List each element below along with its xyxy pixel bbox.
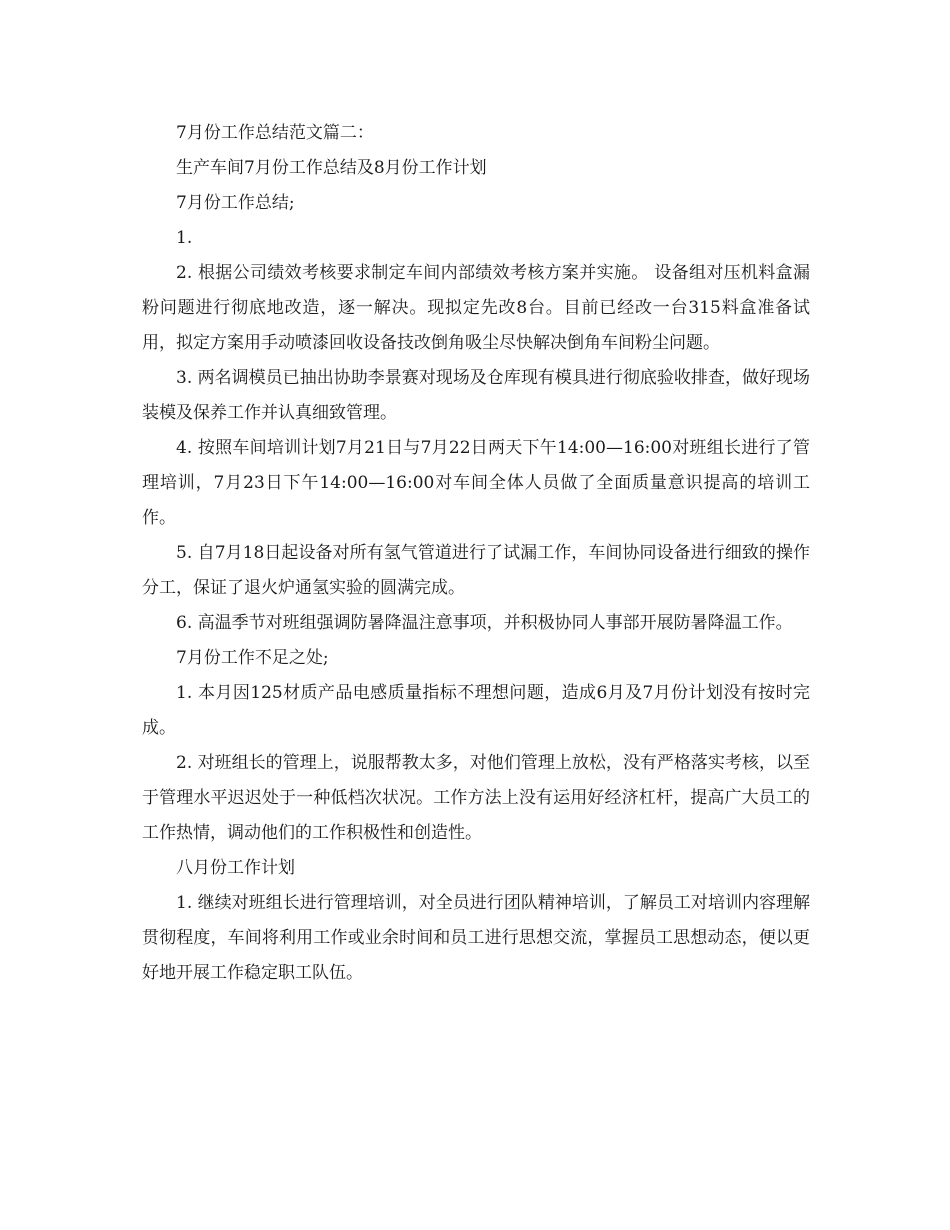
summary-item-3: 3. 两名调模员已抽出协助李景赛对现场及仓库现有模具进行彻底验收排查，做好现场装模及保养工作并认真细致管理。 (142, 368, 810, 423)
shortcoming-item-2: 2. 对班组长的管理上，说服帮教太多，对他们管理上放松，没有严格落实考核，以至于管理水平迟迟处于一种低档次状况。工作方法上没有运用好经济杠杆，提高广大员工的工作热情，调动他们的工作积极性和创造性。 (142, 753, 810, 843)
plan-item-1: 1. 继续对班组长进行管理培训，对全员进行团队精神培训，了解员工对培训内容理解贯彻程度，车间将利用工作或业余时间和员工进行思想交流，掌握员工思想动态，便以更好地开展工作稳定职工队伍。 (142, 893, 810, 983)
summary-item-2: 2. 根据公司绩效考核要求制定车间内部绩效考核方案并实施。 设备组对压机料盒漏粉问题进行彻底地改造，逐一解决。现拟定先改8台。目前已经改一台315料盒准备试用，拟定方案用手动喷漆回收设备技改倒角吸尘尽快解决倒角车间粉尘问题。 (142, 263, 810, 353)
section-heading-summary: 7月份工作总结; (176, 193, 295, 213)
summary-item-4: 4. 按照车间培训计划7月21日与7月22日两天下午14:00—16:00对班组长进行了管理培训，7月23日下午14:00—16:00对车间全体人员做了全面质量意识提高的培训工作。 (142, 438, 810, 528)
document-page (142, 116, 810, 991)
section-heading-shortcomings: 7月份工作不足之处; (176, 648, 329, 668)
document-title: 生产车间7月份工作总结及8月份工作计划 (176, 158, 487, 178)
summary-item-6: 6. 高温季节对班组强调防暑降温注意事项，并积极协同人事部开展防暑降温工作。 (176, 613, 793, 633)
section-heading-august-plan: 八月份工作计划 (176, 858, 295, 878)
summary-item-5: 5. 自7月18日起设备对所有氢气管道进行了试漏工作，车间协同设备进行细致的操作分工，保证了退火炉通氢实验的圆满完成。 (142, 543, 810, 598)
shortcoming-item-1: 1. 本月因125材质产品电感质量指标不理想问题，造成6月及7月份计划没有按时完成。 (142, 683, 810, 738)
summary-item-1: 1. (176, 228, 193, 248)
section-intro-title: 7月份工作总结范文篇二： (176, 123, 374, 143)
